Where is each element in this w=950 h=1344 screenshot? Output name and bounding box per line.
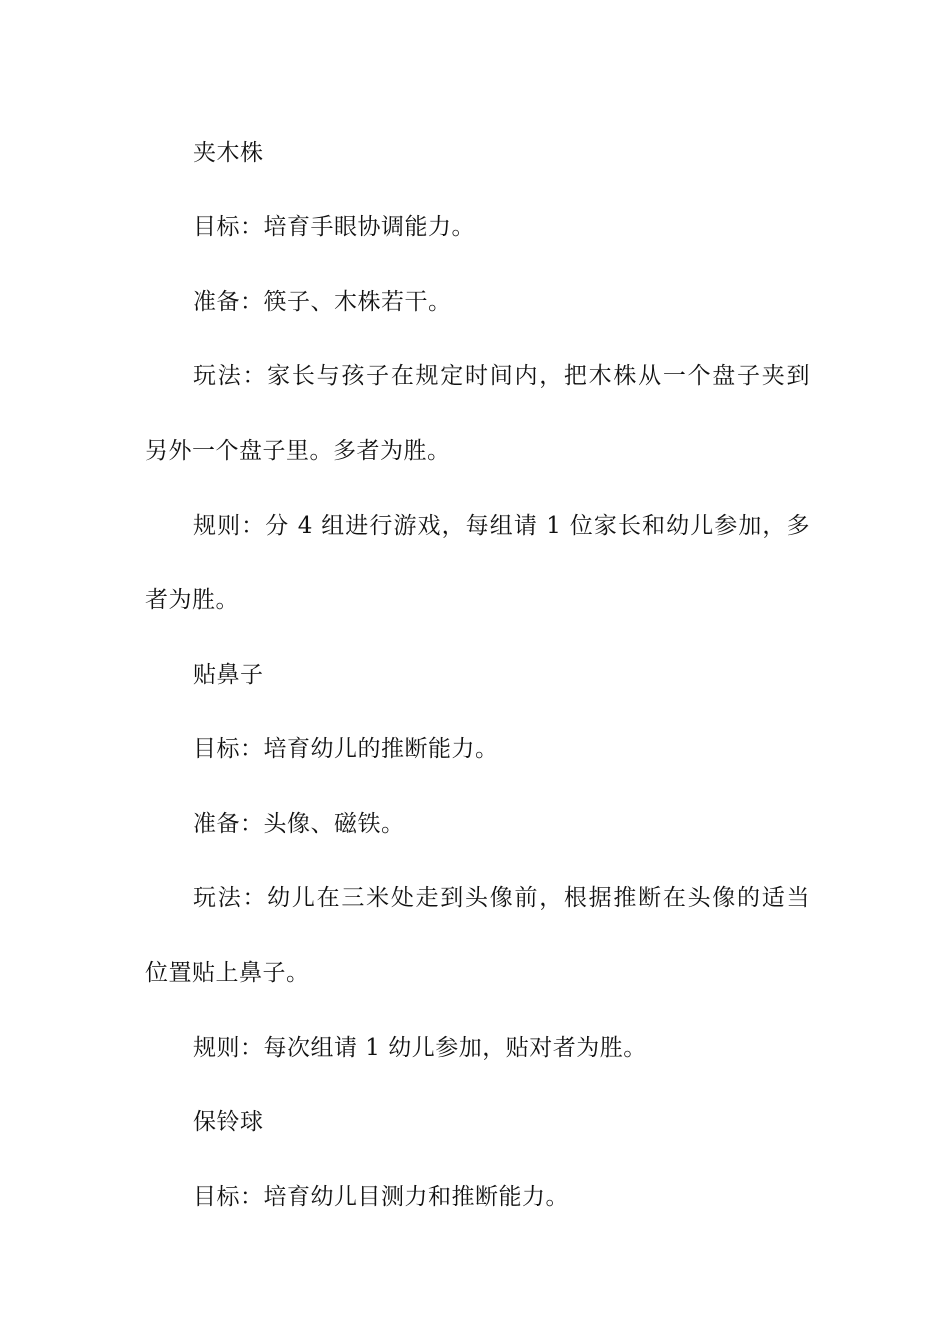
paragraph-rule-2: 规则：每次组请 1 幼儿参加，贴对者为胜。 — [193, 1035, 647, 1061]
paragraph-play-2-line-2: 位置贴上鼻子。 — [145, 960, 310, 986]
section-title-jia-mu-zhu: 夹木株 — [193, 140, 264, 166]
section-title-bao-ling-qiu: 保铃球 — [193, 1109, 264, 1135]
paragraph-rule-1-line-2: 者为胜。 — [145, 587, 239, 613]
section-title-tie-bi-zi: 贴鼻子 — [193, 662, 264, 688]
paragraph-goal-1: 目标：培育手眼协调能力。 — [193, 214, 475, 240]
paragraph-prep-2: 准备：头像、磁铁。 — [193, 811, 405, 837]
paragraph-goal-2: 目标：培育幼儿的推断能力。 — [193, 736, 499, 762]
paragraph-play-1-line-2: 另外一个盘子里。多者为胜。 — [145, 438, 451, 464]
paragraph-goal-3: 目标：培育幼儿目测力和推断能力。 — [193, 1184, 569, 1210]
paragraph-rule-1-line-1: 规则：分 4 组进行游戏，每组请 1 位家长和幼儿参加，多 — [193, 513, 810, 539]
paragraph-play-2-line-1: 玩法：幼儿在三米处走到头像前，根据推断在头像的适当 — [193, 885, 810, 911]
paragraph-play-1-line-1: 玩法：家长与孩子在规定时间内，把木株从一个盘子夹到 — [193, 363, 810, 389]
paragraph-prep-1: 准备：筷子、木株若干。 — [193, 289, 452, 315]
